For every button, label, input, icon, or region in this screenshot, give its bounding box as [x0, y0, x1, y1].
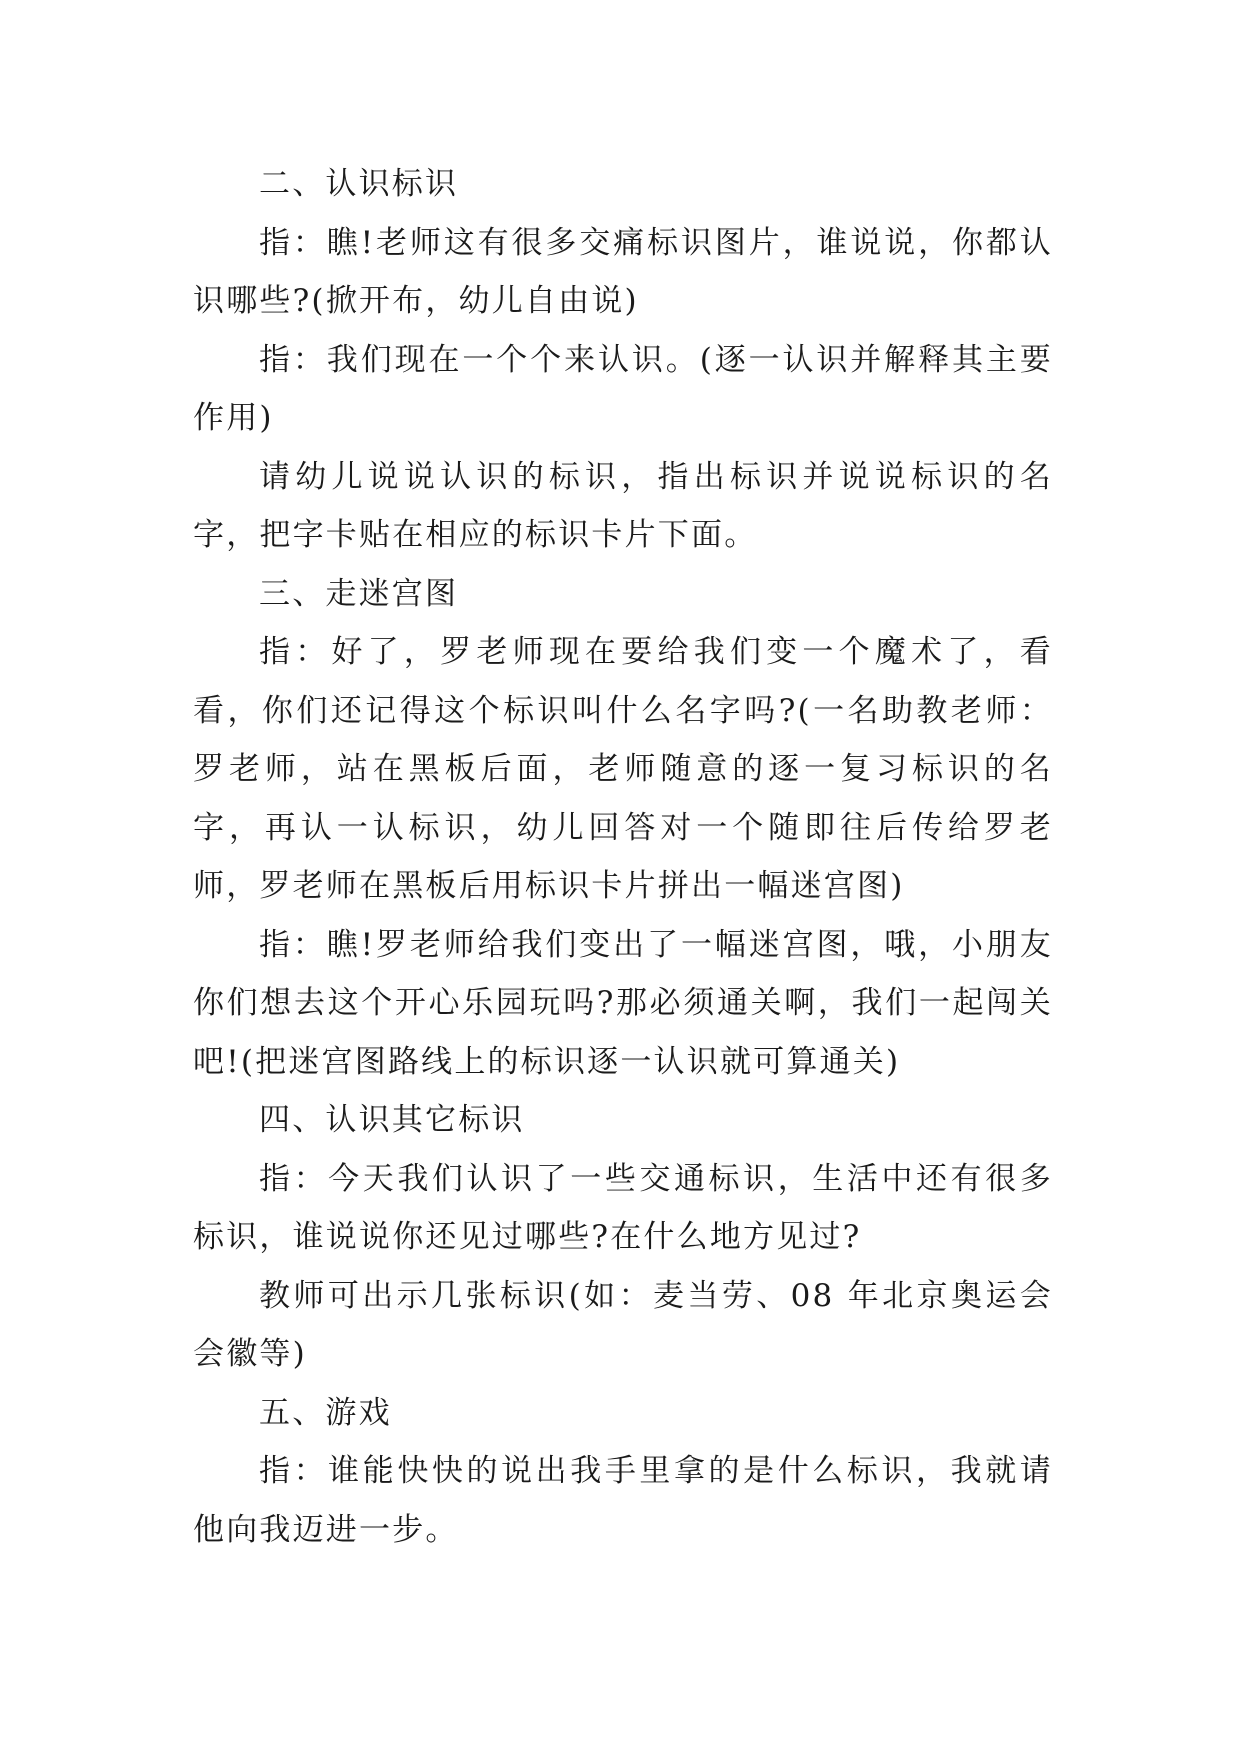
paragraph: 指：瞧!老师这有很多交痛标识图片，谁说说，你都认识哪些?(掀开布，幼儿自由说) [193, 224, 1053, 319]
paragraph: 指：我们现在一个个来认识。(逐一认识并解释其主要作用) [193, 341, 1053, 436]
section-heading-2: 二、认识标识 [259, 166, 459, 202]
section-heading-3: 三、走迷宫图 [259, 575, 459, 612]
paragraph: 指：今天我们认识了一些交通标识，生活中还有很多标识，谁说说你还见过哪些?在什么地方见过? [193, 1160, 1053, 1255]
paragraph: 教师可出示几张标识(如：麦当劳、08 年北京奥运会会徽等) [193, 1277, 1053, 1372]
paragraph: 指：好了，罗老师现在要给我们变一个魔术了，看看，你们还记得这个标识叫什么名字吗?(一名助教老师：罗老师，站在黑板后面，老师随意的逐一复习标识的名字，再认一认标识，幼儿回答对一个随即往后传给罗老师，罗老师在黑板后用标识卡片拼出一幅迷宫图) [193, 634, 1053, 904]
paragraph: 请幼儿说说认识的标识，指出标识并说说标识的名字，把字卡贴在相应的标识卡片下面。 [193, 458, 1053, 553]
document-body [193, 155, 1053, 1559]
section-heading-4: 四、认识其它标识 [259, 1102, 525, 1138]
section-heading-5: 五、游戏 [259, 1394, 392, 1431]
paragraph: 指：谁能快快的说出我手里拿的是什么标识，我就请他向我迈进一步。 [193, 1453, 1053, 1548]
paragraph: 指：瞧!罗老师给我们变出了一幅迷宫图，哦，小朋友你们想去这个开心乐园玩吗?那必须通关啊，我们一起闯关吧!(把迷宫图路线上的标识逐一认识就可算通关) [193, 926, 1053, 1080]
